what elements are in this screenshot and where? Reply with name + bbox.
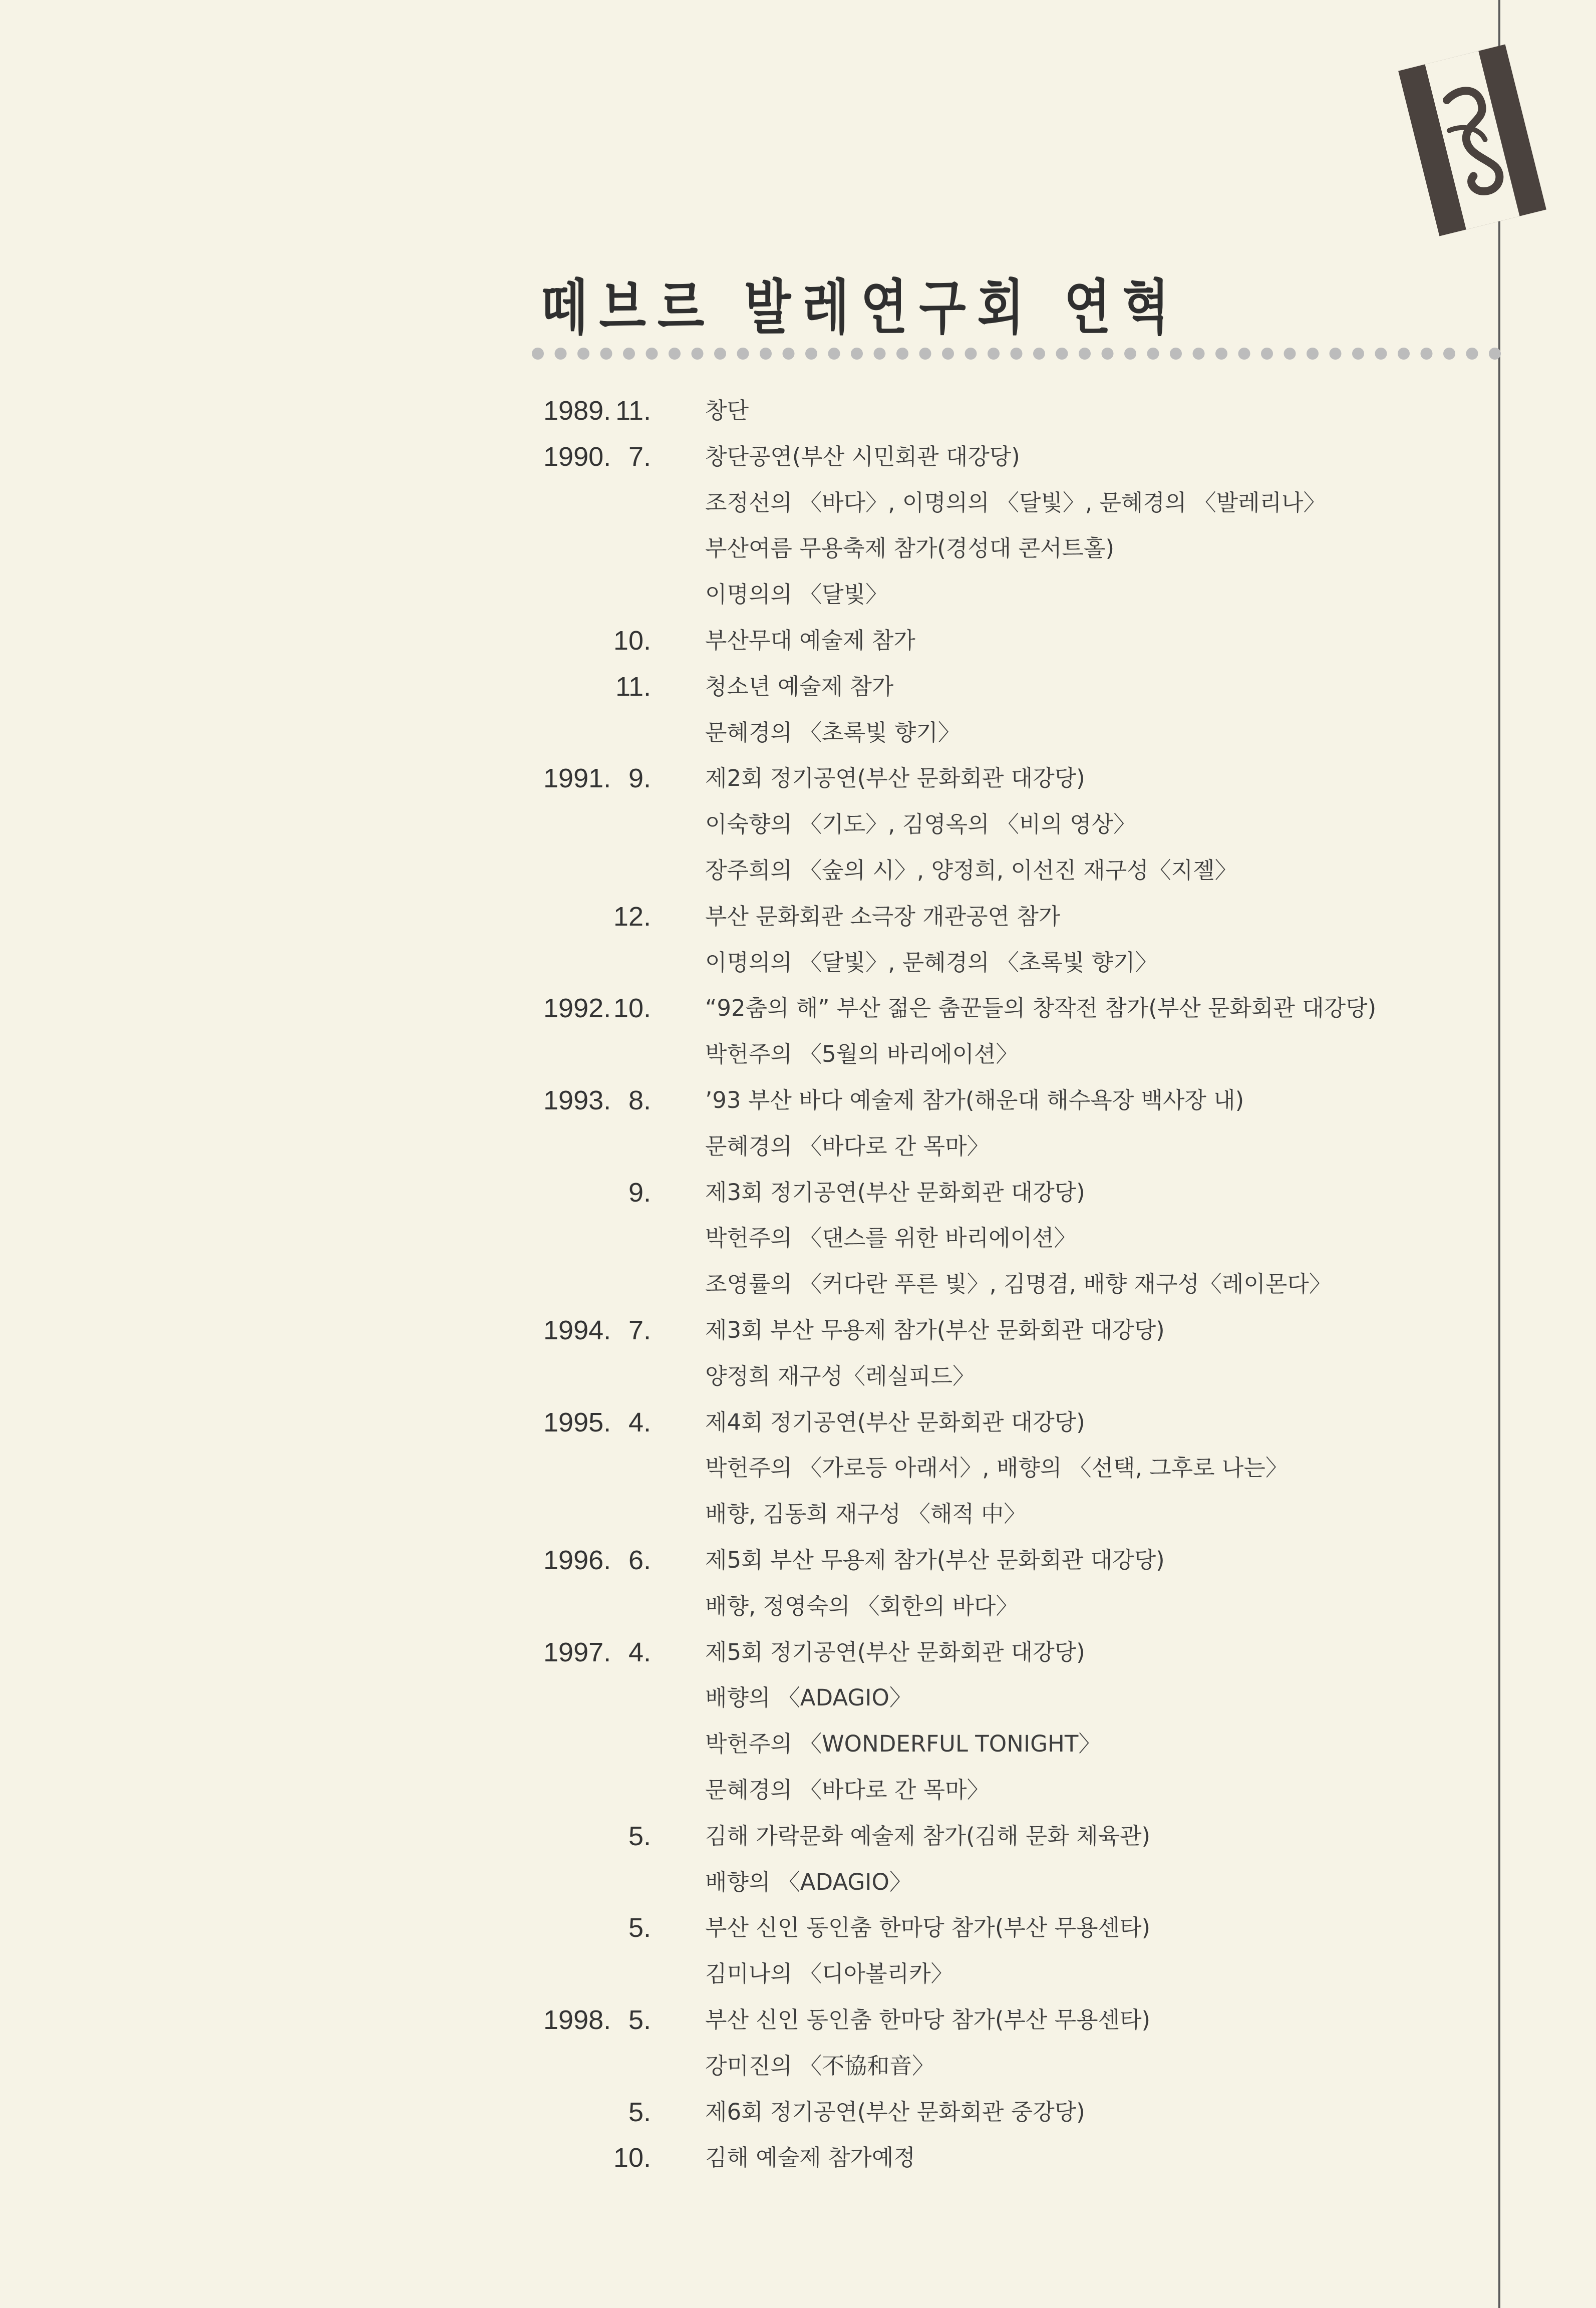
entry-text: 제5회 부산 무용제 참가(부산 문화회관 대강당) <box>705 1547 1165 1573</box>
entry-year: 1990. <box>543 441 611 472</box>
entry-month: 7. <box>628 441 651 472</box>
timeline-row <box>0 1770 1497 1810</box>
entry-text: 창단 <box>705 397 749 424</box>
timeline-row <box>0 1402 1497 1442</box>
entry-year: 1994. <box>543 1315 611 1345</box>
timeline-row <box>0 1173 1497 1213</box>
timeline-row <box>0 1218 1497 1258</box>
timeline-row <box>0 758 1497 798</box>
timeline-row <box>0 988 1497 1028</box>
entry-text: 제4회 정기공연(부산 문화회관 대강당) <box>705 1408 1085 1435</box>
entry-text: 문혜경의 〈바다로 간 목마〉 <box>705 1132 990 1160</box>
entry-text: 이숙향의 〈기도〉, 김영옥의 〈비의 영상〉 <box>705 811 1136 838</box>
entry-year: 1996. <box>543 1545 611 1575</box>
entry-text: 부산무대 예술제 참가 <box>705 627 915 654</box>
entry-year: 1993. <box>543 1085 611 1115</box>
timeline-row <box>0 897 1497 937</box>
entry-text: 제3회 부산 무용제 참가(부산 문화회관 대강당) <box>705 1317 1165 1343</box>
entry-month: 5. <box>628 2005 651 2035</box>
entry-month: 5. <box>628 1913 651 1943</box>
entry-text: 배향, 정영숙의 〈회한의 바다〉 <box>705 1592 1019 1619</box>
timeline-row <box>0 1862 1497 1902</box>
entry-year: 1992. <box>543 993 611 1024</box>
entry-year: 1997. <box>543 1637 611 1667</box>
entry-text: 제3회 정기공연(부산 문화회관 대강당) <box>705 1179 1085 1206</box>
entry-text: 배향의 〈ADAGIO〉 <box>705 1684 912 1711</box>
timeline-row <box>0 713 1497 753</box>
ballet-logo-icon <box>1397 35 1547 245</box>
timeline-row <box>0 2000 1497 2040</box>
timeline-row <box>0 1678 1497 1718</box>
entry-month: 5. <box>628 2097 651 2127</box>
entry-text: 창단공연(부산 시민회관 대강당) <box>705 443 1020 470</box>
entry-text: 부산 신인 동인춤 한마당 참가(부산 무용센타) <box>705 1914 1151 1941</box>
timeline-row <box>0 1448 1497 1488</box>
timeline-row <box>0 1494 1497 1534</box>
entry-text: 김해 가락문화 예술제 참가(김해 문화 체육관) <box>705 1822 1151 1849</box>
entry-text: 조영률의 〈커다란 푸른 빛〉, 김명겸, 배향 재구성〈레이몬다〉 <box>705 1271 1332 1298</box>
timeline-row <box>0 804 1497 844</box>
timeline-row <box>0 1540 1497 1580</box>
entry-month: 11. <box>615 671 651 702</box>
entry-text: 이명의의 〈달빛〉, 문혜경의 〈초록빛 향기〉 <box>705 949 1158 976</box>
timeline-row <box>0 391 1497 431</box>
entry-month: 11. <box>615 396 651 426</box>
entry-text: 이명의의 〈달빛〉 <box>705 581 888 608</box>
entry-text: 박헌주의 〈가로등 아래서〉, 배향의 〈선택, 그후로 나는〉 <box>705 1455 1288 1482</box>
entry-year: 1995. <box>543 1407 611 1437</box>
timeline-row <box>0 1356 1497 1396</box>
timeline-row <box>0 1724 1497 1764</box>
timeline-row <box>0 1954 1497 1994</box>
entry-month: 10. <box>613 993 651 1024</box>
entry-text: 김미나의 〈디아볼리카〉 <box>705 1960 953 1987</box>
timeline-row <box>0 437 1497 477</box>
timeline-row <box>0 2092 1497 2132</box>
timeline-row <box>0 1586 1497 1626</box>
entry-text: 부산 문화회관 소극장 개관공연 참가 <box>705 903 1061 930</box>
timeline-row <box>0 850 1497 891</box>
entry-month: 4. <box>628 1637 651 1667</box>
entry-month: 8. <box>628 1085 651 1115</box>
timeline-row <box>0 667 1497 707</box>
timeline-row <box>0 1310 1497 1350</box>
timeline-row <box>0 1126 1497 1167</box>
entry-text: 문혜경의 〈바다로 간 목마〉 <box>705 1777 990 1803</box>
entry-month: 9. <box>628 763 651 794</box>
timeline-row <box>0 1264 1497 1304</box>
entry-text: 강미진의 〈不協和音〉 <box>705 2052 935 2079</box>
entry-text: 청소년 예술제 참가 <box>705 673 894 700</box>
entry-text: 배향, 김동희 재구성 〈해적 中〉 <box>705 1501 1027 1528</box>
timeline-row <box>0 1080 1497 1120</box>
timeline-row <box>0 2138 1497 2178</box>
entry-text: 제5회 정기공연(부산 문화회관 대강당) <box>705 1638 1085 1665</box>
entry-text: 조정선의 〈바다〉, 이명의의 〈달빛〉, 문혜경의 〈발레리나〉 <box>705 489 1326 516</box>
entry-month: 6. <box>628 1545 651 1575</box>
entry-year: 1989. <box>543 396 611 426</box>
entry-month: 10. <box>613 2143 651 2173</box>
entry-year: 1991. <box>543 763 611 794</box>
entry-text: 부산여름 무용축제 참가(경성대 콘서트홀) <box>705 535 1115 562</box>
entry-month: 9. <box>628 1177 651 1208</box>
timeline-row <box>0 621 1497 661</box>
entry-text: 제2회 정기공연(부산 문화회관 대강당) <box>705 765 1085 792</box>
entry-month: 4. <box>628 1407 651 1437</box>
timeline-row <box>0 943 1497 983</box>
timeline-row <box>0 1632 1497 1672</box>
entry-text: 부산 신인 동인춤 한마당 참가(부산 무용센타) <box>705 2006 1151 2033</box>
entry-text: 박헌주의 〈WONDERFUL TONIGHT〉 <box>705 1730 1101 1758</box>
timeline-row <box>0 528 1497 568</box>
timeline-row <box>0 1908 1497 1948</box>
entry-text: 양정희 재구성〈레실피드〉 <box>705 1362 976 1389</box>
timeline-row <box>0 483 1497 523</box>
entry-text: 김해 예술제 참가예정 <box>705 2144 915 2171</box>
entry-month: 12. <box>613 901 651 932</box>
entry-text: 배향의 〈ADAGIO〉 <box>705 1868 912 1895</box>
entry-month: 10. <box>613 626 651 656</box>
timeline-row <box>0 1816 1497 1856</box>
entry-text: 문혜경의 〈초록빛 향기〉 <box>705 719 961 746</box>
entry-text: 박헌주의 〈댄스를 위한 바리에이션〉 <box>705 1225 1077 1252</box>
timeline-row <box>0 1034 1497 1074</box>
timeline-row <box>0 2046 1497 2086</box>
dotted-divider <box>531 345 1502 363</box>
entry-month: 5. <box>628 1821 651 1851</box>
entry-text: 장주희의 〈숲의 시〉, 양정희, 이선진 재구성〈지젤〉 <box>705 857 1237 884</box>
entry-month: 7. <box>628 1315 651 1345</box>
entry-text: “92춤의 해” 부산 젊은 춤꾼들의 창작전 참가(부산 문화회관 대강당) <box>705 995 1377 1022</box>
entry-year: 1998. <box>543 2005 611 2035</box>
entry-text: 제6회 정기공연(부산 문화회관 중강당) <box>705 2098 1085 2125</box>
entry-text: 박헌주의 〈5월의 바리에이션〉 <box>705 1041 1019 1068</box>
timeline-row <box>0 574 1497 615</box>
entry-text: ’93 부산 바다 예술제 참가(해운대 해수욕장 백사장 내) <box>705 1087 1244 1113</box>
page-title: 떼브르 발레연구회 연혁 <box>541 273 1181 342</box>
